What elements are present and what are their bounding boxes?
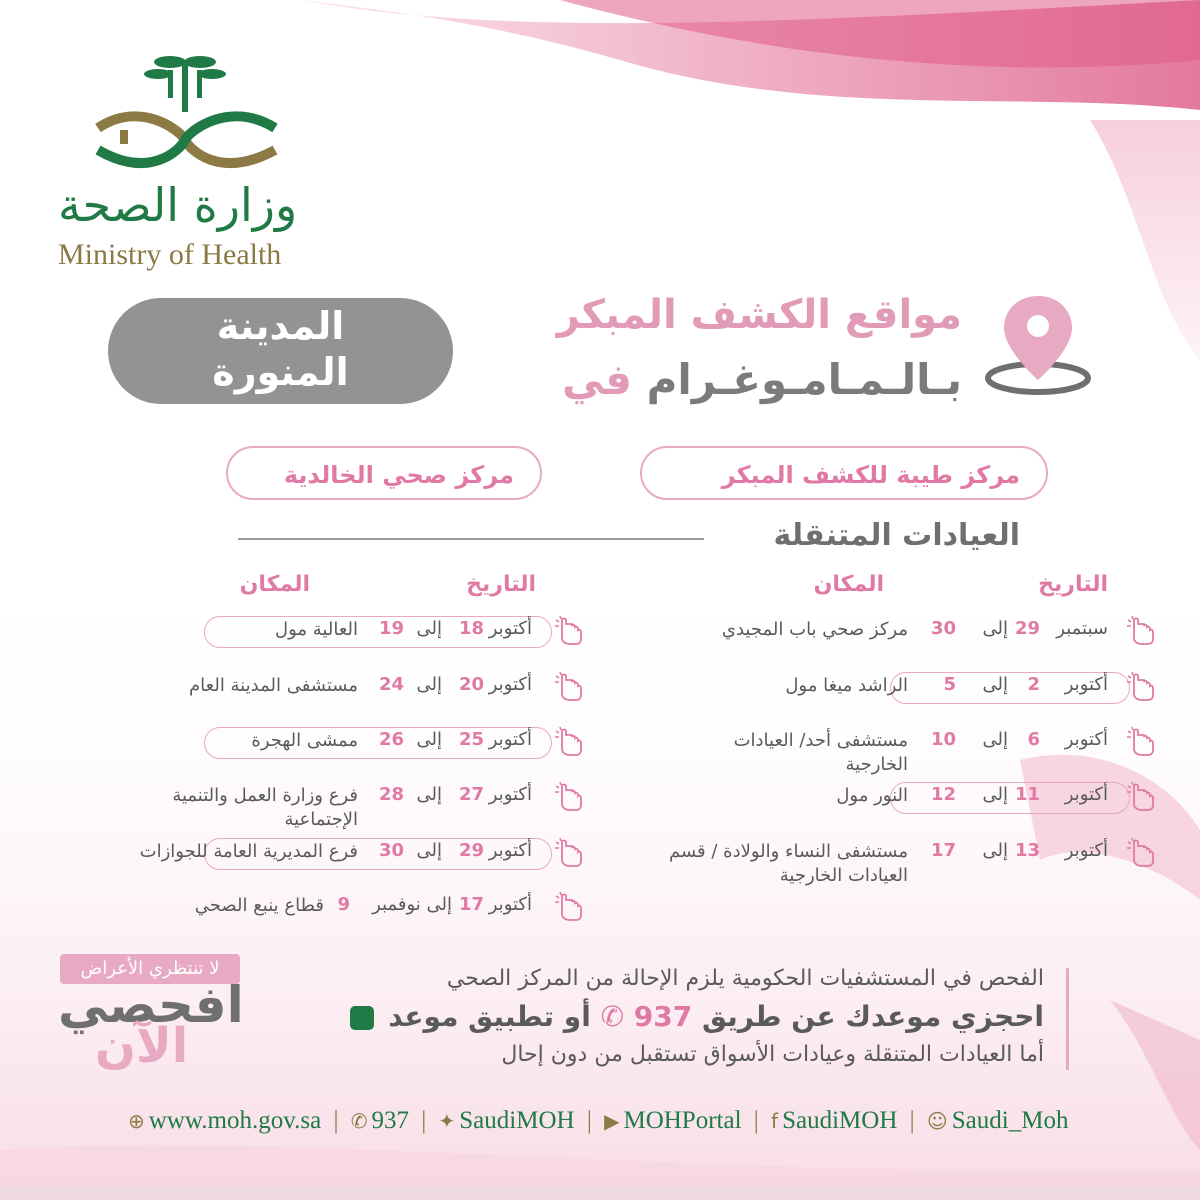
row-to-word: إلى (982, 729, 1008, 750)
footer-separator: | (333, 1107, 339, 1135)
row-from-day: 11 (1014, 784, 1040, 805)
row-from-day: 29 (1014, 618, 1040, 639)
row-to-word: إلى (982, 784, 1008, 805)
row-to-day: 24 (378, 674, 404, 695)
row-place: النور مول (836, 785, 908, 806)
row-from-day: 2 (1027, 674, 1040, 695)
row-from-day: 17 (458, 894, 484, 915)
left-place-header: المكان (239, 572, 310, 597)
footer-separator: | (421, 1107, 427, 1135)
pointing-hand-icon (1124, 836, 1158, 870)
section-divider (238, 538, 704, 540)
snapchat-icon: ☺ (926, 1109, 948, 1134)
left-schedule-row (44, 727, 594, 759)
facebook-handle[interactable]: SaudiMOH (782, 1107, 898, 1135)
row-to-day: 17 (930, 840, 956, 861)
slogan-now: الآن (95, 1018, 189, 1074)
right-place-header: المكان (813, 572, 884, 597)
twitter-handle[interactable]: SaudiMOH (459, 1107, 575, 1135)
row-place: العالية مول (275, 619, 358, 640)
row-from-day: 20 (458, 674, 484, 695)
row-to-word: إلى (416, 729, 442, 750)
mawid-app-icon (350, 1006, 374, 1030)
city-line1: المدينة (216, 304, 345, 348)
pointing-hand-icon (552, 836, 586, 870)
row-from-day: 29 (458, 840, 484, 861)
youtube-icon: ▶ (604, 1109, 620, 1134)
notice-booking-b: أو تطبيق موعد (388, 1000, 591, 1033)
right-schedule-row (616, 616, 1166, 648)
right-schedule-row (616, 838, 1166, 886)
left-schedule-row-last (44, 892, 594, 924)
row-to-day: 26 (378, 729, 404, 750)
website-link[interactable]: www.moh.gov.sa (148, 1107, 322, 1135)
phone-number[interactable]: 937 (371, 1107, 409, 1135)
right-date-header: التاريخ (1038, 572, 1108, 597)
right-schedule-row (616, 782, 1166, 814)
notice-booking-number: 937 (633, 1000, 693, 1033)
row-month: أكتوبر (488, 840, 532, 861)
facebook-icon: f (771, 1109, 779, 1134)
row-month: أكتوبر (1064, 674, 1108, 695)
footer-separator: | (586, 1107, 592, 1135)
headline-pink-word: في (562, 355, 633, 404)
row-month: سبتمبر (1056, 618, 1108, 639)
row-from-day: 27 (458, 784, 484, 805)
footer-separator: | (909, 1107, 915, 1135)
row-from-day: 13 (1014, 840, 1040, 861)
row-month: أكتوبر (1064, 840, 1108, 861)
footer-separator: | (753, 1107, 759, 1135)
row-month: أكتوبر (1064, 784, 1108, 805)
row-to-day: 12 (930, 784, 956, 805)
row-month: أكتوبر (488, 894, 532, 915)
pointing-hand-icon (552, 780, 586, 814)
pointing-hand-icon (1124, 725, 1158, 759)
snapchat-handle[interactable]: Saudi_Moh (951, 1107, 1069, 1135)
row-to-word: إلى (982, 674, 1008, 695)
row-month: أكتوبر (488, 618, 532, 639)
youtube-handle[interactable]: MOHPortal (623, 1107, 742, 1135)
pointing-hand-icon (552, 614, 586, 648)
city-line2: المنورة (212, 350, 349, 394)
row-to-day: 19 (378, 618, 404, 639)
notice-booking-a: احجزي موعدك عن طريق (701, 1000, 1044, 1033)
headline-main: بـالـمـامـوغـرام (646, 355, 962, 404)
row-month: أكتوبر (488, 784, 532, 805)
row-to-word: إلى (416, 674, 442, 695)
row-from-day: 18 (458, 618, 484, 639)
row-month: أكتوبر (488, 674, 532, 695)
phone-icon: ✆ (600, 1000, 625, 1033)
ministry-arabic-name: وزارة الصحة (58, 178, 298, 232)
phone-icon: ✆ (350, 1109, 368, 1134)
row-to-word: إلى (982, 618, 1008, 639)
notice-divider (1066, 968, 1069, 1070)
right-schedule-row (616, 727, 1166, 775)
left-schedule-row (44, 616, 594, 648)
row-month: أكتوبر (488, 729, 532, 750)
row-place: ممشى الهجرة (251, 730, 358, 751)
notice-booking (346, 1000, 1044, 1033)
left-date-header: التاريخ (466, 572, 536, 597)
pointing-hand-icon (552, 725, 586, 759)
left-schedule-row (44, 838, 594, 870)
row-to-word: إلى (982, 840, 1008, 861)
twitter-icon: ✦ (438, 1109, 456, 1134)
left-schedule-row (44, 672, 594, 704)
city-badge (108, 298, 453, 404)
row-place: قطاع ينبع الصحي (194, 895, 324, 916)
row-to-day: 10 (930, 729, 956, 750)
row-to-day: 9 (337, 894, 350, 915)
headline-line1: مواقع الكشف المبكر (556, 292, 962, 338)
bottom-strip (0, 1186, 1200, 1200)
row-to-word: إلى (416, 784, 442, 805)
taibah-center-pill: مركز طيبة للكشف المبكر (640, 446, 1048, 500)
row-to-day: 28 (378, 784, 404, 805)
pointing-hand-icon (552, 890, 586, 924)
notice-referral: الفحص في المستشفيات الحكومية يلزم الإحالة من المركز الصحي (446, 966, 1044, 991)
ministry-english-name: Ministry of Health (58, 238, 282, 271)
khalidiya-center-pill: مركز صحي الخالدية (226, 446, 542, 500)
slogan-main: افحصي (58, 976, 244, 1034)
row-from-day: 6 (1027, 729, 1040, 750)
row-place: مركز صحي باب المجيدي (721, 619, 908, 640)
row-to-label: إلى نوفمبر (372, 894, 452, 915)
pointing-hand-icon (1124, 670, 1158, 704)
row-month: أكتوبر (1064, 729, 1108, 750)
row-place: الراشد ميغا مول (785, 675, 908, 696)
headline-line2 (562, 355, 962, 404)
pointing-hand-icon (552, 670, 586, 704)
row-place: مستشفى المدينة العام (189, 675, 358, 696)
pointing-hand-icon (1124, 780, 1158, 814)
row-place: فرع المديرية العامة للجوازات (139, 841, 358, 862)
pointing-hand-icon (1124, 614, 1158, 648)
right-schedule-row (616, 672, 1166, 704)
left-schedule-row (44, 782, 594, 830)
footer-links (128, 1106, 1068, 1142)
globe-icon: ⊕ (128, 1109, 145, 1134)
row-place: مستشفى النساء والولادة / قسم العيادات الخارجية (668, 841, 908, 886)
location-pin-icon (980, 288, 1100, 408)
row-to-day: 5 (943, 674, 956, 695)
mobile-clinics-title: العيادات المتنقلة (773, 518, 1020, 553)
notice-walkin: أما العيادات المتنقلة وعيادات الأسواق تستقبل من دون إحال (501, 1042, 1044, 1067)
row-to-word: إلى (416, 618, 442, 639)
row-to-day: 30 (378, 840, 404, 861)
row-place: فرع وزارة العمل والتنمية الإجتماعية (172, 785, 358, 830)
row-place: مستشفى أحد/ العيادات الخارجية (733, 730, 908, 775)
slogan-tag: لا تنتظري الأعراض (60, 954, 240, 984)
row-to-word: إلى (416, 840, 442, 861)
row-to-day: 30 (930, 618, 956, 639)
row-from-day: 25 (458, 729, 484, 750)
